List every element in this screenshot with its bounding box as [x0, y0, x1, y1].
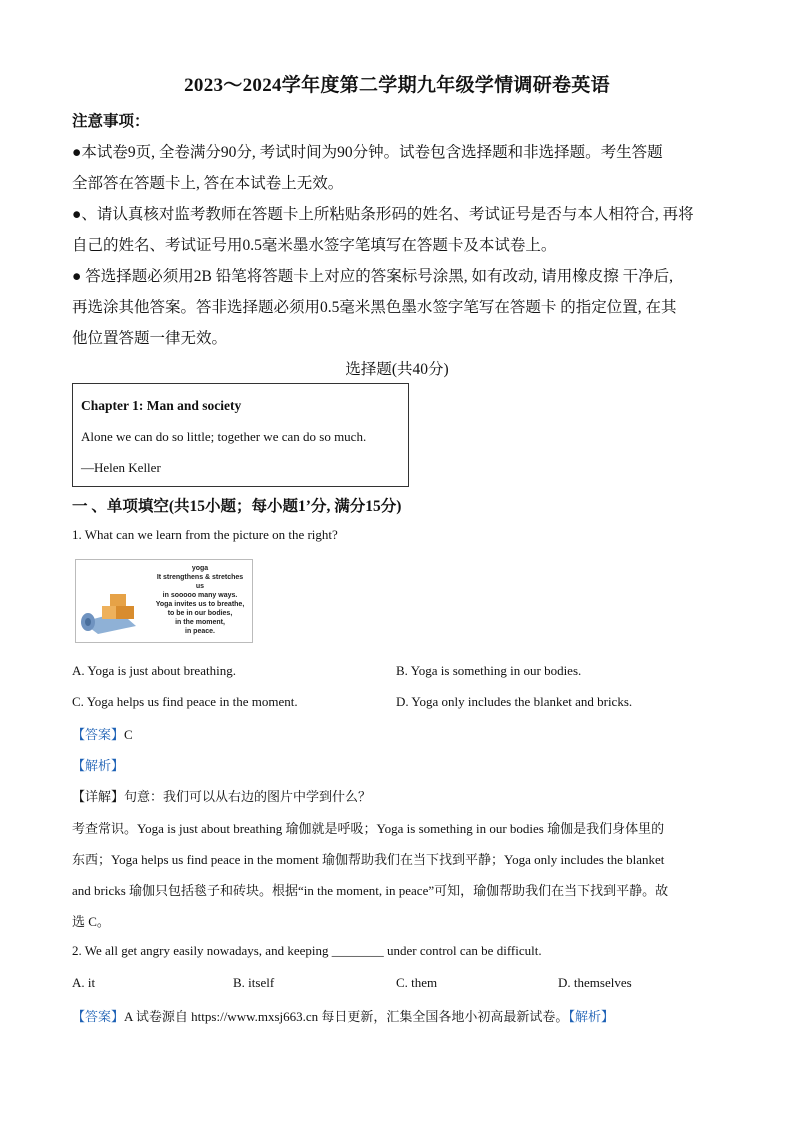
answer-source: A 试卷源自 https://www.mxsj663.cn 每日更新，汇集全国各地小初高最新试卷。 [124, 1009, 569, 1024]
answer-label: 【答案】 [72, 1009, 125, 1024]
question-2-stem: 2. We all get angry easily nowadays, and keeping ________ under control can be difficult. [72, 943, 542, 958]
option-a: A. it [72, 975, 96, 990]
detail-line [72, 786, 371, 805]
option-d: D. themselves [558, 975, 632, 990]
notice-line: 他位置答题一律无效。 [72, 330, 228, 347]
quote-chapter: Chapter 1: Man and society [81, 398, 242, 413]
option-b: B. Yoga is something in our bodies. [396, 663, 582, 678]
section-title: 选择题(共40分) [345, 361, 449, 378]
analysis-label: 【解析】 [568, 1009, 614, 1024]
page-title: 2023～2024学年度第二学期九年级学情调研卷英语 [184, 75, 610, 96]
quote-text: Alone we can do so little; together we can do so much. [81, 429, 367, 444]
option-c: C. Yoga helps us find peace in the moment. [72, 694, 298, 709]
explanation-line: 选 C。 [72, 914, 110, 929]
yoga-picture-text: yoga It strengthens & stretches us in sooooo many ways. Yoga invites us to breathe, to be in our bodies, in the moment, in peace. [155, 565, 245, 635]
explanation-line: and bricks 瑜伽只包括毯子和砖块。根据“in the moment, in peace”可知，瑜伽帮助我们在当下找到平静。故 [72, 883, 669, 898]
explanation-line: 东西；Yoga helps us find peace in the moment 瑜伽帮助我们在当下找到平静；Yoga only includes the blanket [72, 852, 665, 867]
part-heading: 一 、单项填空(共15小题；每小题1’分, 满分15分) [72, 498, 402, 515]
detail-label: 【详解】 [72, 789, 125, 804]
question-1-stem: 1. What can we learn from the picture on the right? [72, 527, 338, 542]
option-d: D. Yoga only includes the blanket and bricks. [396, 694, 633, 709]
answer-label: 【答案】 [72, 727, 125, 742]
yoga-mat-icon [80, 588, 138, 634]
answer-line [72, 724, 133, 743]
yoga-picture [75, 559, 253, 643]
notice-heading: 注意事项： [72, 113, 150, 130]
option-c: C. them [396, 975, 438, 990]
notice-line: 全部答在答题卡上, 答在本试卷上无效。 [72, 175, 344, 192]
notice-line: 自己的姓名、考试证号用0.5毫米墨水签字笔填写在答题卡及本试卷上。 [72, 237, 557, 254]
quote-box [72, 383, 409, 487]
analysis-label: 【解析】 [72, 758, 125, 773]
option-b: B. itself [233, 975, 275, 990]
option-a: A. Yoga is just about breathing. [72, 663, 236, 678]
notice-line: ● 答选择题必须用2B 铅笔将答题卡上对应的答案标号涂黑, 如有改动, 请用橡皮擦 干净后, [72, 268, 673, 285]
detail-text: 句意：我们可以从右边的图片中学到什么？ [124, 789, 372, 804]
notice-line: 再选涂其他答案。答非选择题必须用0.5毫米黑色墨水签字笔写在答题卡 的指定位置, 在其 [72, 299, 677, 316]
answer-line [72, 1006, 614, 1025]
quote-author: —Helen Keller [81, 460, 161, 475]
answer-value: C [124, 727, 133, 742]
notice-line: ●本试卷9页, 全卷满分90分, 考试时间为90分钟。试卷包含选择题和非选择题。考生答题 [72, 144, 663, 161]
explanation-line: 考查常识。Yoga is just about breathing 瑜伽就是呼吸；Yoga is something in our bodies 瑜伽是我们身体里的 [72, 821, 665, 836]
notice-line: ●、请认真核对监考教师在答题卡上所粘贴条形码的姓名、考试证号是否与本人相符合, 再将 [72, 206, 694, 223]
